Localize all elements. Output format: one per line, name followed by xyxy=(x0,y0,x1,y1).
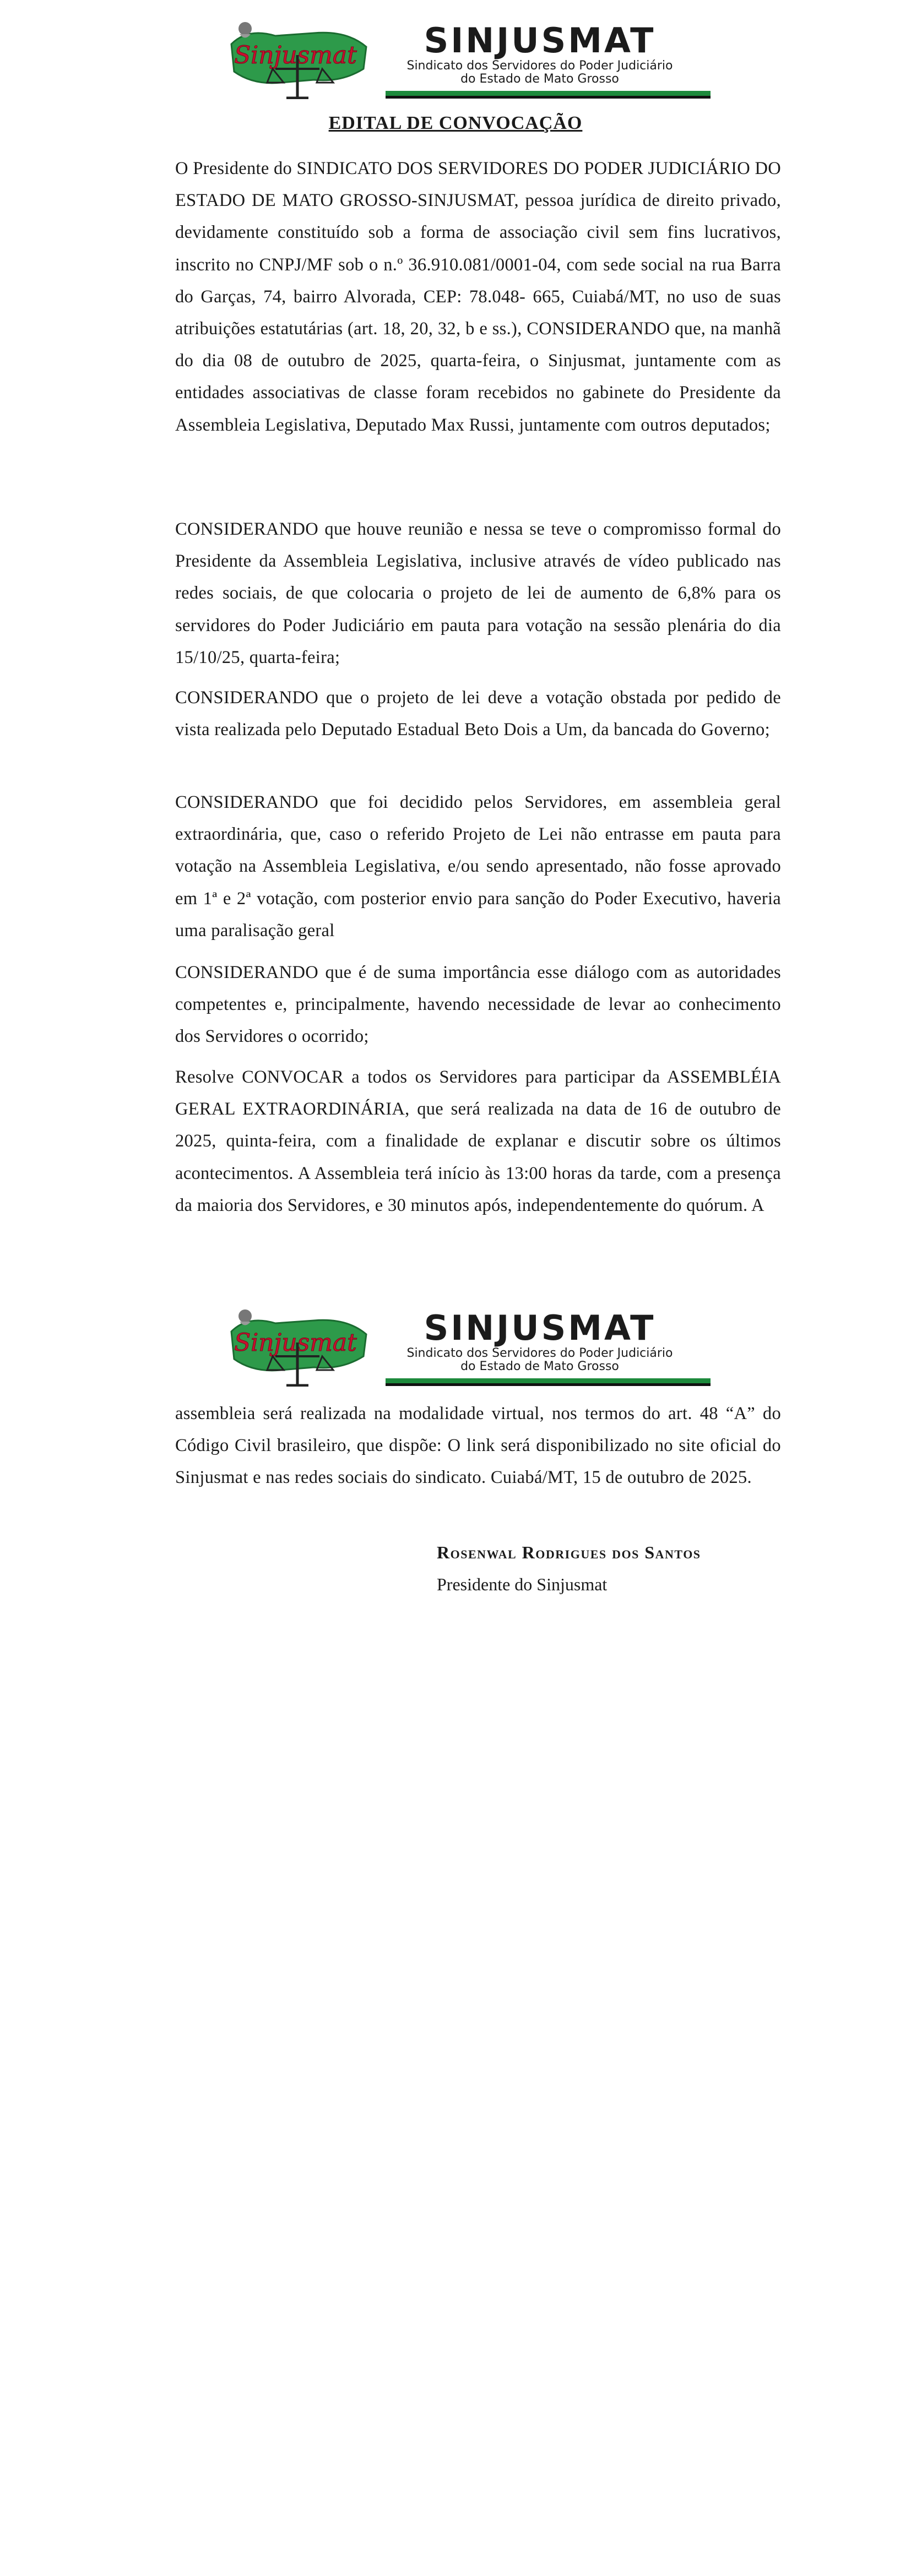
paragraph-intro: O Presidente do SINDICATO DOS SERVIDORES DO PODER JUDICIÁRIO DO ESTADO DE MATO GROSSO-SINJUSMAT, pessoa jurídica de direito privado, devidamente constituído sob a forma de associação civil sem fins lucrativos, inscrito no CNPJ/MF sob o n.º 36.910.081/0001-04, com sede social na rua Barra do Garças, 74, bairro Alvorada, CEP: 78.048- 665, Cuiabá/MT, no uso de suas atribuições estatutárias (art. 18, 20, 32, b e ss.), CONSIDERANDO que, na manhã do dia 08 de outubro de 2025, quarta-feira, o Sinjusmat, juntamente com as entidades associativas de classe foram recebidos no gabinete do Presidente da Assembleia Legislativa, Deputado Max Russi, juntamente com outros deputados; xyxy=(175,159,781,435)
paragraph-considerando-2: CONSIDERANDO que o projeto de lei deve a votação obstada por pedido de vista realizada pelo Deputado Estadual Beto Dois a Um, da bancada do Governo; xyxy=(175,688,781,740)
union-name: SINJUSMAT xyxy=(424,20,656,61)
signature-block xyxy=(437,1536,701,1600)
paragraph-closing: assembleia será realizada na modalidade virtual, nos termos do art. 48 “A” do Código Civil brasileiro, que dispõe: O link será disponibilizado no site oficial do Sinjusmat e nas redes sociais do sindicato. Cuiabá/MT, 15 de outubro de 2025. xyxy=(175,1404,781,1488)
paragraph-considerando-3: CONSIDERANDO que foi decidido pelos Servidores, em assembleia geral extraordinária, que, caso o referido Projeto de Lei não entrasse em pauta para votação na Assembleia Legislativa, e/ou sendo apresentado, não fosse aprovado em 1ª e 2ª votação, com posterior envio para sanção do Poder Executivo, haveria uma paralisação geral xyxy=(175,792,781,941)
paragraph-resolve: Resolve CONVOCAR a todos os Servidores para participar da ASSEMBLÉIA GERAL EXTRAORDINÁRIA, que será realizada na data de 16 de outubro de 2025, quinta-feira, com a finalidade de explanar e discutir sobre os últimos acontecimentos. A Assembleia terá início às 13:00 horas da tarde, com a presença da maioria dos Servidores, e 30 minutos após, independentemente do quórum. A xyxy=(175,1067,781,1215)
sinjusmat-emblem-icon xyxy=(209,1304,375,1387)
union-subtitle-line1: Sindicato dos Servidores do Poder Judiciário xyxy=(406,1346,673,1360)
paragraph-considerando-1: CONSIDERANDO que houve reunião e nessa se teve o compromisso formal do Presidente da Assembleia Legislativa, inclusive através de vídeo publicado nas redes sociais, de que colocaria o projeto de lei de aumento de 6,8% para os servidores do Poder Judiciário em pauta para votação na sessão plenária do dia 15/10/25, quarta-feira; xyxy=(175,519,781,667)
letterhead-brand xyxy=(375,22,705,86)
signatory-name: Rosenwal Rodrigues dos Santos xyxy=(437,1542,701,1562)
signatory-role: Presidente do Sinjusmat xyxy=(437,1574,608,1594)
paragraph-considerando-4: CONSIDERANDO que é de suma importância esse diálogo com as autoridades competentes e, principalmente, havendo necessidade de levar ao conhecimento dos Servidores o ocorrido; xyxy=(175,963,781,1047)
letterhead-second xyxy=(209,1304,705,1387)
sinjusmat-emblem-icon xyxy=(209,17,375,99)
union-subtitle-line2: do Estado de Mato Grosso xyxy=(460,1360,619,1373)
union-name: SINJUSMAT xyxy=(424,1308,656,1348)
letterhead-bar xyxy=(386,91,711,99)
letterhead-brand xyxy=(375,1309,705,1373)
svg-text:Sinjusmat: Sinjusmat xyxy=(234,1329,357,1357)
union-subtitle-line2: do Estado de Mato Grosso xyxy=(460,72,619,86)
letterhead-bar xyxy=(386,1378,711,1386)
svg-text:Sinjusmat: Sinjusmat xyxy=(234,41,357,69)
letterhead-top xyxy=(209,17,705,99)
document-title: EDITAL DE CONVOCAÇÃO xyxy=(328,113,583,133)
union-subtitle-line1: Sindicato dos Servidores do Poder Judiciário xyxy=(406,59,673,73)
